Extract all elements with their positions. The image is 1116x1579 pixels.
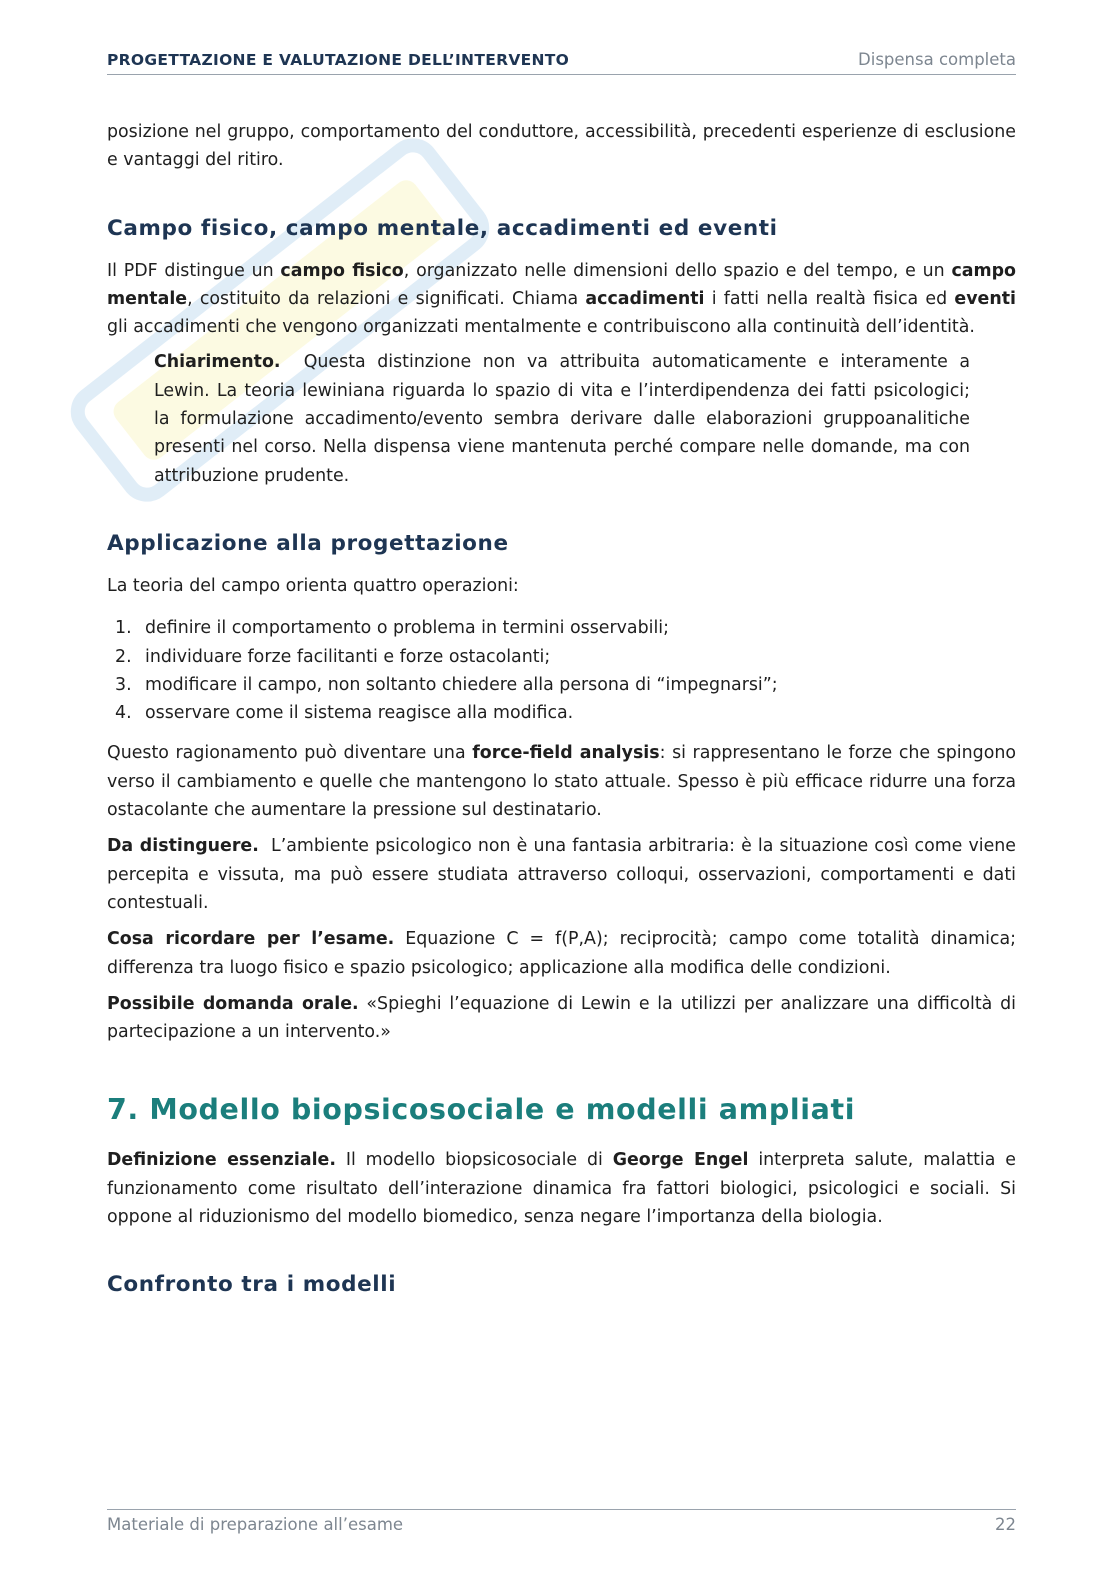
paragraph-text: L’ambiente psicologico non è una fantasia arbitraria: è la situazione così come viene percepita e vissuta, ma può essere studiata attraverso colloqui, osservazioni, comportamenti e dati contestuali. [107,836,1016,913]
bold-term: accadimenti [585,288,705,309]
text-run: Il modello biopsicosociale di [345,1150,613,1171]
list-item [107,699,1016,727]
paragraph-label: Da distinguere. [107,836,259,857]
list-item [107,643,1016,671]
page-content [107,118,1016,1313]
text-run: Il PDF distingue un [107,260,281,281]
note-label: Chiarimento. [154,352,281,373]
list-number: 2. [115,646,132,667]
bold-term: eventi [954,288,1016,309]
list-item [107,614,1016,642]
list-item [107,671,1016,699]
paragraph-text: «Spieghi l’equazione di Lewin e la utilizzi per analizzare una difficoltà di partecipazione a un intervento.» [107,993,1016,1043]
text-run: , costituito da relazioni e significati. Chiama [187,288,586,309]
footer-text: Materiale di preparazione all’esame [107,1515,404,1534]
intro-paragraph: posizione nel gruppo, comportamento del conduttore, accessibilità, precedenti esperienze di esclusione e vantaggi del ritiro. [107,122,1016,171]
section-heading-confronto: Confronto tra i modelli [107,1272,397,1298]
chapter-heading: 7. Modello biopsicosociale e modelli ampliati [107,1093,856,1127]
bold-term: force-field analysis [472,743,660,764]
text-run: Questo ragionamento può diventare una [107,743,473,764]
definition-paragraph [107,1146,1016,1231]
text-run: gli accadimenti che vengono organizzati mentalmente e contribuiscono alla continuità dell’identità. [107,317,975,338]
bold-term: campo fisico [280,260,404,281]
list-text: modificare il campo, non soltanto chiedere alla persona di “impegnarsi”; [145,674,778,695]
header-title: PROGETTAZIONE E VALUTAZIONE DELL’INTERVENTO [107,51,570,69]
section-heading-campo: Campo fisico, campo mentale, accadimenti ed eventi [107,215,778,241]
page-footer [107,1509,1016,1534]
operations-list [107,614,1016,727]
clarification-note [154,348,970,489]
note-text: Questa distinzione non va attribuita automaticamente e interamente a Lewin. La teoria lewiniana riguarda lo spazio di vita e l’interdipendenza dei fatti psicologici; la formulazione accadimento/evento sembra derivare dalle elaborazioni gruppoanalitiche presenti nel corso. Nella dispensa viene mantenuta perché compare nelle domande, ma con attribuzione prudente. [154,352,970,486]
paragraph-label: Possibile domanda orale. [107,993,359,1014]
header-subtitle: Dispensa completa [858,50,1016,69]
page-number: 22 [995,1515,1016,1534]
campo-paragraph [107,257,1016,342]
list-text: osservare come il sistema reagisce alla modifica. [145,703,574,724]
section-heading-applicazione: Applicazione alla progettazione [107,530,509,556]
page-header [107,50,1016,75]
paragraph-label: Cosa ricordare per l’esame. [107,929,395,950]
distinguere-paragraph [107,832,1016,917]
domanda-paragraph [107,990,1016,1047]
text-run: interpreta salute, malattia e funzionamento come risultato dell’interazione dinamica fra fattori biologici, psicologici e sociali. Si oppone al riduzionismo del modello biomedico, senza negare l’importanza della biologia. [107,1150,1017,1228]
text-run: : si rappresentano le forze che spingono verso il cambiamento e quelle che mantengono lo stato attuale. Spesso è più efficace ridurre una forza ostacolante che aumentare la pressione sul destinatario. [107,743,1016,821]
force-field-paragraph [107,739,1016,824]
list-number: 3. [115,674,132,695]
list-text: individuare forze facilitanti e forze ostacolanti; [145,646,551,667]
paragraph-text: Equazione C = f(P,A); reciprocità; campo come totalità dinamica; differenza tra luogo fisico e spazio psicologico; applicazione alla modifica delle condizioni. [107,929,1016,978]
applicazione-intro: La teoria del campo orienta quattro operazioni: [107,575,519,596]
bold-term: George Engel [612,1150,749,1171]
paragraph-label: Definizione essenziale. [107,1150,336,1171]
list-number: 1. [115,618,132,639]
list-text: definire il comportamento o problema in termini osservabili; [145,618,669,639]
list-number: 4. [115,703,132,724]
text-run: i fatti nella realtà fisica ed [704,288,955,309]
ricordare-paragraph [107,925,1016,982]
bold-term: campo mentale [107,260,1016,309]
text-run: , organizzato nelle dimensioni dello spazio e del tempo, e un [403,260,952,281]
